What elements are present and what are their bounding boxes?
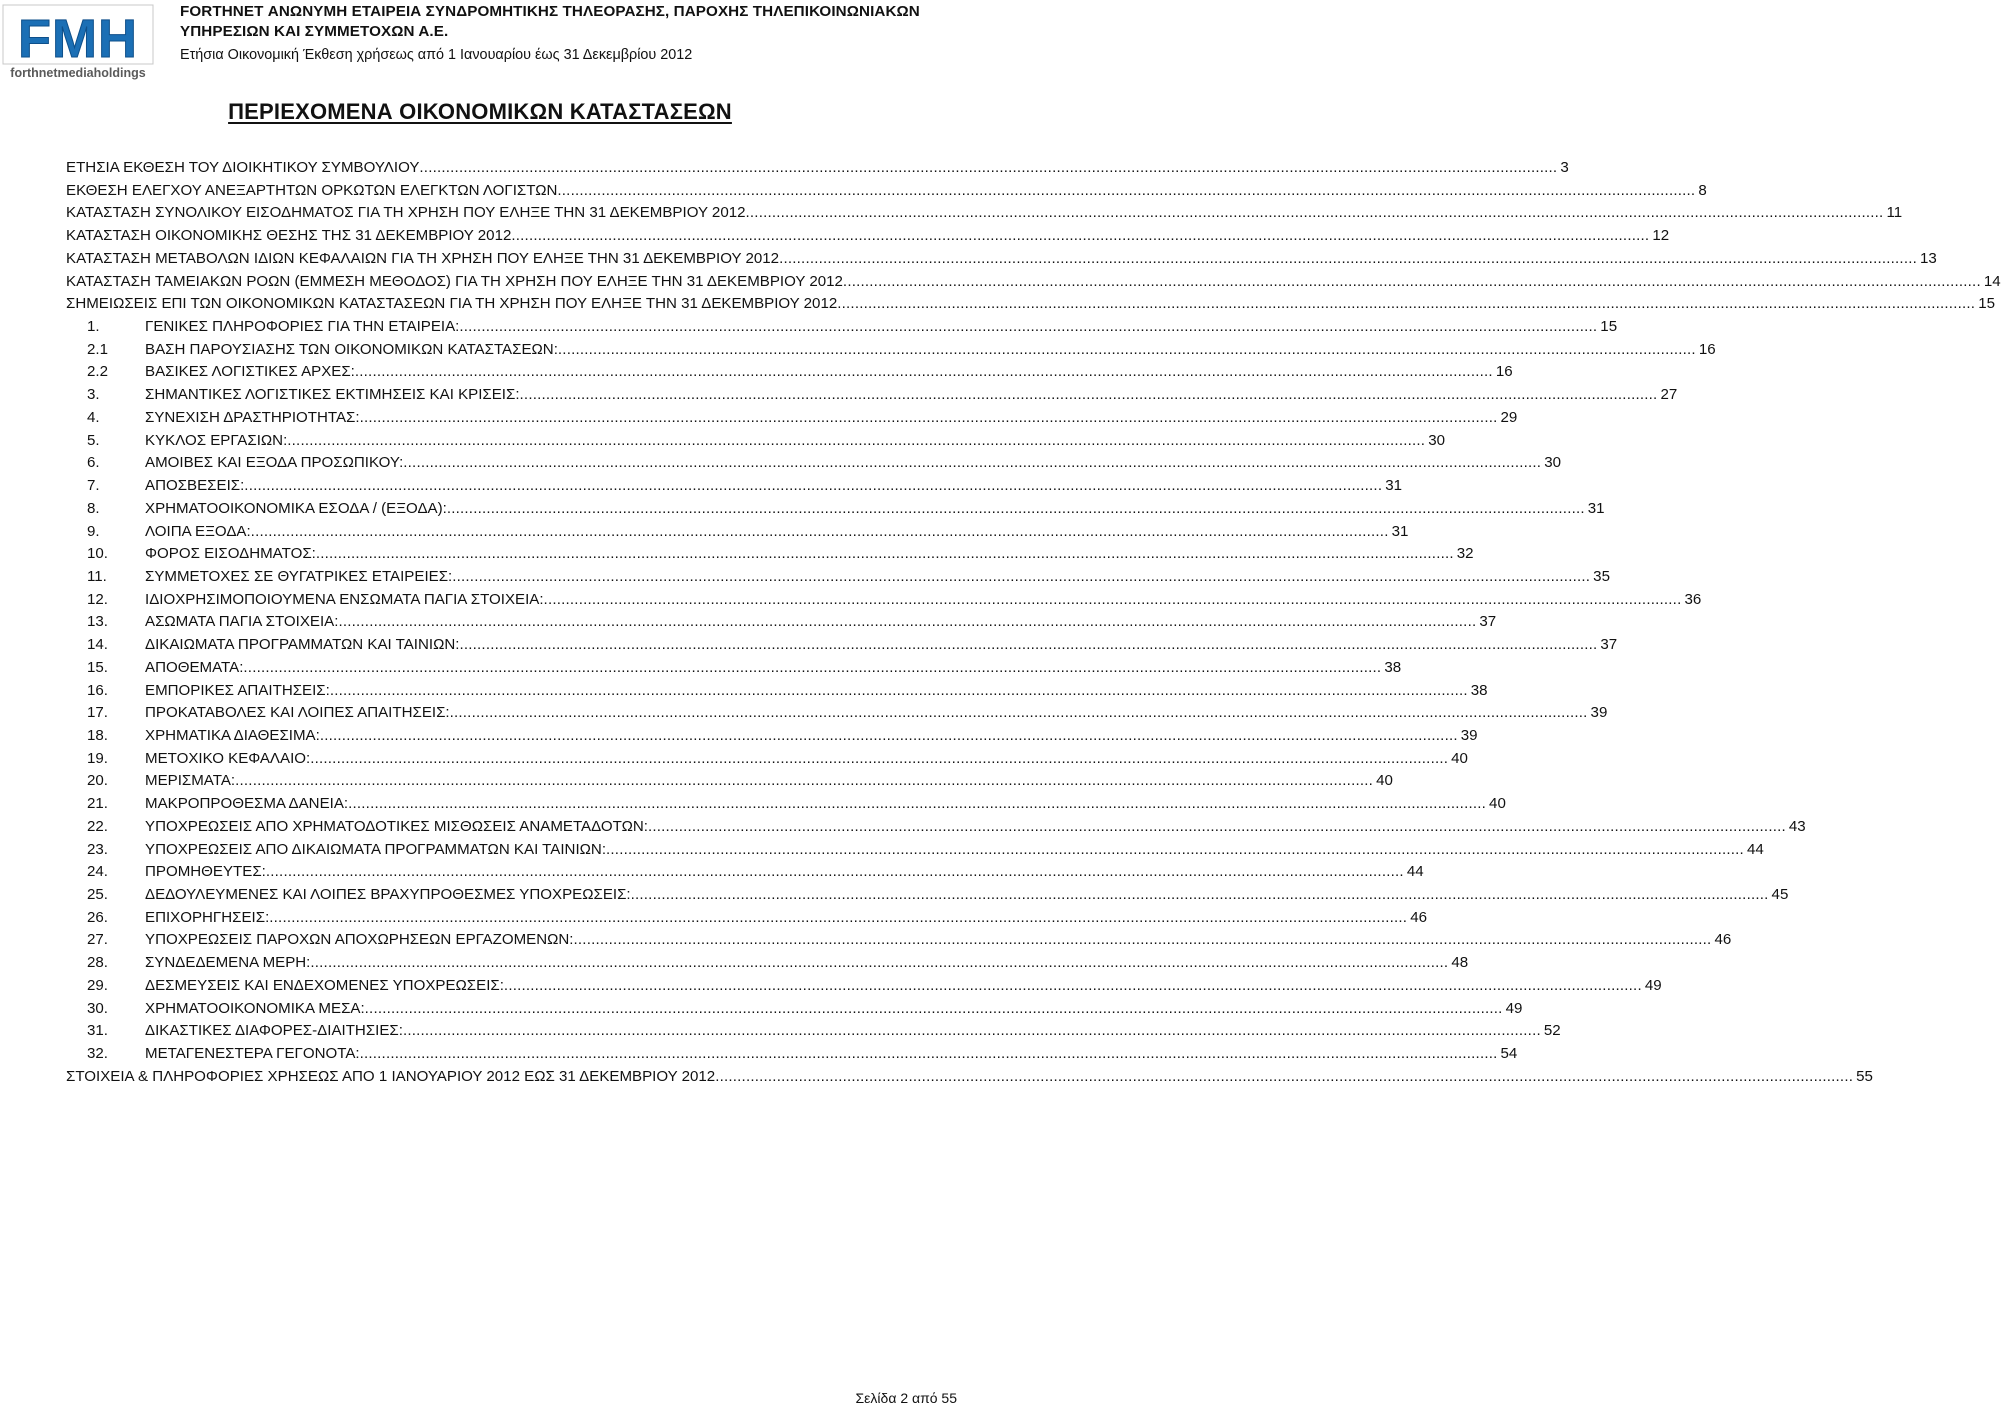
toc-dot-leader [316,543,1454,566]
toc-entry-number: 22. [87,817,108,835]
toc-entry-page: 37 [1479,613,1497,631]
toc-entry[interactable] [66,725,1478,748]
toc-entry-number: 11. [87,567,107,585]
toc-entry-number: 4. [87,408,100,426]
toc-entry-label: ΧΡΗΜΑΤΙΚΑ ΔΙΑΘΕΣΙΜΑ: [145,726,320,744]
toc-entry[interactable] [66,770,1393,793]
table-of-contents [66,157,2001,1088]
toc-dot-leader [843,271,1981,294]
toc-entry-label: ΕΚΘΕΣΗ ΕΛΕΓΧΟΥ ΑΝΕΞΑΡΤΗΤΩΝ ΟΡΚΩΤΩΝ ΕΛΕΓΚΤΩΝ ΛΟΓΙΣΤΩΝ [66,181,558,199]
toc-entry-page: 16 [1698,340,1716,358]
toc-entry-page: 37 [1600,636,1618,654]
toc-entry-page: 45 [1771,886,1789,903]
toc-entry-number: 3. [87,386,100,404]
toc-dot-leader [403,452,1541,475]
toc-dot-leader [403,1020,1541,1043]
toc-entry[interactable] [66,907,1427,930]
toc-entry-number: 15. [87,658,108,676]
toc-entry[interactable] [66,225,1670,248]
toc-entry-number: 31. [87,1022,108,1040]
toc-dot-leader [631,884,1769,907]
toc-dot-leader [419,157,1557,180]
toc-entry[interactable] [66,475,1403,498]
toc-dot-leader [355,361,1493,384]
toc-entry-number: 14. [87,636,108,654]
toc-dot-leader [447,498,1585,521]
toc-entry[interactable] [66,452,1561,475]
toc-entry-label: ΧΡΗΜΑΤΟΟΙΚΟΝΟΜΙΚΑ ΕΣΟΔΑ / (ΕΞΟΔΑ): [145,499,447,517]
toc-dot-leader [557,180,1695,203]
toc-entry-page: 11 [1886,204,1903,222]
toc-dot-leader [243,657,1381,680]
toc-dot-leader [558,339,1696,362]
toc-entry-label: ΑΣΩΜΑΤΑ ΠΑΓΙΑ ΣΤΟΙΧΕΙΑ: [145,613,339,631]
toc-entry[interactable] [66,498,1605,521]
toc-entry-label: ΚΑΤΑΣΤΑΣΗ ΜΕΤΑΒΟΛΩΝ ΙΔΙΩΝ ΚΕΦΑΛΑΙΩΝ ΓΙΑ ΤΗ ΧΡΗΣΗ ΠΟΥ ΕΛΗΞΕ ΤΗΝ 31 ΔΕΚΕΜΒΡΙΟΥ 2012 [66,249,780,267]
toc-entry-label: ΚΥΚΛΟΣ ΕΡΓΑΣΙΩΝ: [145,431,288,449]
toc-dot-leader [310,748,1448,771]
toc-entry-label: ΒΑΣΙΚΕΣ ΛΟΓΙΣΤΙΚΕΣ ΑΡΧΕΣ: [145,363,355,381]
toc-entry-label: ΜΑΚΡΟΠΡΟΘΕΣΜΑ ΔΑΝΕΙΑ: [145,795,349,813]
toc-entry-page: 39 [1590,704,1608,722]
toc-dot-leader [837,293,1975,316]
toc-dot-leader [450,702,1588,725]
toc-dot-leader [244,475,1382,498]
toc-entry-number: 2.2 [87,363,108,381]
toc-entry-page: 16 [1495,363,1513,381]
toc-dot-leader [365,998,1503,1021]
toc-entry-label: ΚΑΤΑΣΤΑΣΗ ΣΥΝΟΛΙΚΟΥ ΕΙΣΟΔΗΜΑΤΟΣ ΓΙΑ ΤΗ ΧΡΗΣΗ ΠΟΥ ΕΛΗΞΕ ΤΗΝ 31 ΔΕΚΕΜΒΡΙΟΥ 2012 [66,204,746,222]
toc-entry-number: 29. [87,976,108,994]
toc-entry-page: 13 [1920,249,1937,267]
toc-entry-label: ΓΕΝΙΚΕΣ ΠΛΗΡΟΦΟΡΙΕΣ ΓΙΑ ΤΗΝ ΕΤΑΙΡΕΙΑ: [145,318,460,336]
toc-entry-label: ΔΕΣΜΕΥΣΕΙΣ ΚΑΙ ΕΝΔΕΧΟΜΕΝΕΣ ΥΠΟΧΡΕΩΣΕΙΣ: [145,976,504,994]
toc-entry[interactable] [66,952,1469,975]
toc-dot-leader [452,566,1590,589]
toc-entry-label: ΣΤΟΙΧΕΙΑ & ΠΛΗΡΟΦΟΡΙΕΣ ΧΡΗΣΕΩΣ ΑΠΟ 1 ΙΑΝΟΥΑΡΙΟΥ 2012 ΕΩΣ 31 ΔΕΚΕΜΒΡΙΟΥ 2012 [66,1067,716,1085]
toc-entry[interactable] [66,1020,1561,1043]
toc-entry-page: 31 [1587,499,1605,517]
toc-entry-number: 32. [87,1045,108,1063]
toc-entry-number: 21. [87,795,108,813]
toc-entry-label: ΔΙΚΑΙΩΜΑΤΑ ΠΡΟΓΡΑΜΜΑΤΩΝ ΚΑΙ ΤΑΙΝΙΩΝ: [145,636,460,654]
toc-entry-label: ΑΜΟΙΒΕΣ ΚΑΙ ΕΞΟΔΑ ΠΡΟΣΩΠΙΚΟΥ: [145,454,404,472]
toc-dot-leader [648,816,1786,839]
toc-entry[interactable] [66,293,1995,316]
toc-entry-page: 36 [1684,590,1702,608]
toc-entry[interactable] [66,361,1513,384]
toc-entry[interactable] [66,884,1789,907]
toc-dot-leader [348,793,1486,816]
toc-entry[interactable] [66,180,1707,203]
toc-entry-label: ΚΑΤΑΣΤΑΣΗ ΤΑΜΕΙΑΚΩΝ ΡΟΩΝ (ΕΜΜΕΣΗ ΜΕΘΟΔΟΣ) ΓΙΑ ΤΗ ΧΡΗΣΗ ΠΟΥ ΕΛΗΞΕ ΤΗΝ 31 ΔΕΚΕΜΒΡΙΟΥ 2012 [66,272,843,290]
toc-entry[interactable] [66,702,1608,725]
toc-entry-page: 55 [1856,1067,1873,1085]
toc-entry-number: 19. [87,749,108,767]
toc-dot-leader [360,1043,1498,1066]
toc-entry-label: ΑΠΟΣΒΕΣΕΙΣ: [145,477,245,495]
toc-dot-leader [606,839,1744,862]
toc-entry[interactable] [66,975,1662,998]
toc-entry-label: ΥΠΟΧΡΕΩΣΕΙΣ ΑΠΟ ΔΙΚΑΙΩΜΑΤΑ ΠΡΟΓΡΑΜΜΑΤΩΝ ΚΑΙ ΤΑΙΝΙΩΝ: [145,840,607,858]
toc-entry-label: ΣΥΝΔΕΔΕΜΕΝΑ ΜΕΡΗ: [145,954,311,972]
toc-entry-number: 8. [87,499,100,517]
toc-dot-leader [320,725,1458,748]
toc-entry[interactable] [66,271,2001,294]
toc-entry-label: ΣΗΜΑΝΤΙΚΕΣ ΛΟΓΙΣΤΙΚΕΣ ΕΚΤΙΜΗΣΕΙΣ ΚΑΙ ΚΡΙΣΕΙΣ: [145,386,520,404]
toc-dot-leader [746,202,1884,225]
toc-entry-label: ΠΡΟΜΗΘΕΥΤΕΣ: [145,863,266,881]
toc-entry-page: 49 [1505,999,1523,1017]
toc-entry-label: ΥΠΟΧΡΕΩΣΕΙΣ ΑΠΟ ΧΡΗΜΑΤΟΔΟΤΙΚΕΣ ΜΙΣΘΩΣΕΙΣ ΑΝΑΜΕΤΑΔΟΤΩΝ: [145,817,648,835]
toc-entry-label: ΑΠΟΘΕΜΑΤΑ: [145,658,244,676]
toc-entry-number: 17. [87,704,108,722]
toc-entry-page: 46 [1714,931,1732,949]
toc-entry-number: 1. [87,318,100,336]
logo-subtext: forthnetmediaholdings [10,66,146,80]
toc-entry-number: 18. [87,726,108,744]
toc-entry[interactable] [66,929,1732,952]
toc-entry-page: 38 [1384,658,1402,676]
toc-entry-page: 54 [1500,1045,1518,1063]
toc-entry-label: ΛΟΙΠΑ ΕΞΟΔΑ: [145,522,251,540]
toc-entry-page: 3 [1560,159,1569,176]
toc-dot-leader [269,907,1407,930]
toc-title: ΠΕΡΙΕΧΟΜΕΝΑ ΟΙΚΟΝΟΜΙΚΩΝ ΚΑΤΑΣΤΑΣΕΩΝ [228,99,732,124]
toc-entry-label: ΜΕΤΟΧΙΚΟ ΚΕΦΑΛΑΙΟ: [145,749,311,767]
toc-entry[interactable] [66,202,1903,225]
toc-entry-number: 26. [87,908,108,926]
toc-entry-label: ΙΔΙΟΧΡΗΣΙΜΟΠΟΙΟΥΜΕΝΑ ΕΝΣΩΜΑΤΑ ΠΑΓΙΑ ΣΤΟΙΧΕΙΑ: [145,590,544,608]
toc-entry-number: 24. [87,863,108,881]
logo-mark: FMH [18,9,138,69]
toc-entry[interactable] [66,839,1764,862]
toc-entry-number: 13. [87,613,108,631]
company-name-line-2: ΥΠΗΡΕΣΙΩΝ ΚΑΙ ΣΥΜΜΕΤΟΧΩΝ Α.Ε. [180,23,449,40]
toc-entry-label: ΒΑΣΗ ΠΑΡΟΥΣΙΑΣΗΣ ΤΩΝ ΟΙΚΟΝΟΜΙΚΩΝ ΚΑΤΑΣΤΑΣΕΩΝ: [145,340,558,358]
toc-entry-page: 39 [1460,726,1478,744]
toc-entry[interactable] [66,634,1618,657]
toc-dot-leader [266,861,1404,884]
toc-entry-page: 32 [1456,545,1474,563]
company-logo [2,4,158,82]
toc-entry[interactable] [66,407,1518,430]
company-name [180,2,956,42]
toc-entry-number: 5. [87,431,100,449]
toc-entry-page: 31 [1385,477,1403,495]
toc-entry-number: 27. [87,931,108,949]
toc-entry[interactable] [66,566,1610,589]
toc-entry-page: 52 [1543,1022,1561,1040]
toc-entry[interactable] [66,339,1716,362]
toc-entry[interactable] [66,384,1678,407]
toc-dot-leader [544,589,1682,612]
toc-entry-number: 30. [87,999,108,1017]
toc-entry[interactable] [66,816,1806,839]
toc-entry-page: 44 [1406,863,1424,881]
toc-entry-label: ΦΟΡΟΣ ΕΙΣΟΔΗΜΑΤΟΣ: [145,545,316,563]
toc-entry[interactable] [66,157,1569,180]
toc-dot-leader [459,316,1597,339]
page-number: Σελίδα 2 από 55 [855,1390,957,1406]
toc-dot-leader [779,248,1917,271]
toc-entry[interactable] [66,680,1488,703]
toc-entry[interactable] [66,998,1523,1021]
toc-entry-page: 30 [1544,454,1561,472]
toc-dot-leader [287,430,1425,453]
toc-dot-leader [574,929,1712,952]
toc-dot-leader [459,634,1597,657]
toc-entry-label: ΜΕΡΙΣΜΑΤΑ: [145,772,236,790]
company-name-line-1: FORTHNET ΑΝΩΝΥΜΗ ΕΤΑΙΡΕΙΑ ΣΥΝΔΡΟΜΗΤΙΚΗΣ ΤΗΛΕΟΡΑΣΗΣ, ΠΑΡΟΧΗΣ ΤΗΛΕΠΙΚΟΙΝΩΝΙΑΚΩΝ [180,3,920,20]
toc-entry-number: 23. [87,840,108,858]
toc-dot-leader [511,225,1649,248]
toc-entry-page: 8 [1698,181,1707,199]
toc-entry-label: ΣΗΜΕΙΩΣΕΙΣ ΕΠΙ ΤΩΝ ΟΙΚΟΝΟΜΙΚΩΝ ΚΑΤΑΣΤΑΣΕΩΝ ΓΙΑ ΤΗ ΧΡΗΣΗ ΠΟΥ ΕΛΗΞΕ ΤΗΝ 31 ΔΕΚΕΜΒΡΙΟΥ 2012 [66,295,838,313]
toc-entry[interactable] [66,543,1474,566]
toc-entry-page: 15 [1978,295,1995,313]
toc-entry-number: 28. [87,954,108,972]
toc-dot-leader [520,384,1658,407]
toc-entry-number: 16. [87,681,108,699]
toc-dot-leader [310,952,1448,975]
toc-entry-number: 10. [87,545,108,563]
toc-entry-label: ΕΠΙΧΟΡΗΓΗΣΕΙΣ: [145,908,270,926]
toc-entry-number: 25. [87,886,108,903]
toc-entry[interactable] [66,748,1468,771]
toc-entry-number: 20. [87,772,108,790]
toc-entry[interactable] [66,1066,1873,1089]
toc-entry-label: ΣΥΝΕΧΙΣΗ ΔΡΑΣΤΗΡΙΟΤΗΤΑΣ: [145,408,360,426]
toc-entry-label: ΣΥΜΜΕΤΟΧΕΣ ΣΕ ΘΥΓΑΤΡΙΚΕΣ ΕΤΑΙΡΕΙΕΣ: [145,567,453,585]
toc-dot-leader [360,407,1498,430]
toc-entry-label: ΥΠΟΧΡΕΩΣΕΙΣ ΠΑΡΟΧΩΝ ΑΠΟΧΩΡΗΣΕΩΝ ΕΡΓΑΖΟΜΕΝΩΝ: [145,931,574,949]
toc-entry[interactable] [66,430,1445,453]
toc-entry-label: ΕΜΠΟΡΙΚΕΣ ΑΠΑΙΤΗΣΕΙΣ: [145,681,330,699]
toc-entry[interactable] [66,657,1402,680]
toc-entry[interactable] [66,1043,1518,1066]
toc-dot-leader [235,770,1373,793]
toc-entry[interactable] [66,521,1409,544]
toc-entry[interactable] [66,316,1618,339]
toc-entry-label: ΧΡΗΜΑΤΟΟΙΚΟΝΟΜΙΚΑ ΜΕΣΑ: [145,999,365,1017]
toc-entry-page: 40 [1376,772,1393,790]
toc-dot-leader [251,521,1389,544]
toc-entry-page: 48 [1451,954,1469,972]
report-subtitle: Ετήσια Οικονομική Έκθεση χρήσεως από 1 Ιανουαρίου έως 31 Δεκεμβρίου 2012 [180,47,693,63]
toc-entry-page: 31 [1391,522,1409,540]
toc-entry-label: ΕΤΗΣΙΑ ΕΚΘΕΣΗ ΤΟΥ ΔΙΟΙΚΗΤΙΚΟΥ ΣΥΜΒΟΥΛΙΟΥ [66,159,420,176]
toc-entry-page: 30 [1428,431,1445,449]
toc-entry-page: 12 [1652,227,1670,245]
toc-entry-label: ΔΕΔΟΥΛΕΥΜΕΝΕΣ ΚΑΙ ΛΟΙΠΕΣ ΒΡΑΧΥΠΡΟΘΕΣΜΕΣ ΥΠΟΧΡΕΩΣΕΙΣ: [145,886,631,903]
toc-entry-page: 38 [1470,681,1488,699]
toc-entry-number: 7. [87,477,100,495]
toc-entry-page: 46 [1410,908,1427,926]
toc-entry-page: 15 [1600,318,1618,336]
toc-entry[interactable] [66,589,1702,612]
toc-entry-label: ΜΕΤΑΓΕΝΕΣΤΕΡΑ ΓΕΓΟΝΟΤΑ: [145,1045,360,1063]
toc-entry-page: 40 [1489,795,1506,813]
toc-entry-page: 44 [1746,840,1764,858]
toc-dot-leader [338,611,1476,634]
toc-dot-leader [715,1066,1853,1089]
toc-dot-leader [330,680,1468,703]
toc-entry-page: 35 [1593,567,1610,585]
toc-entry-label: ΚΑΤΑΣΤΑΣΗ ΟΙΚΟΝΟΜΙΚΗΣ ΘΕΣΗΣ ΤΗΣ 31 ΔΕΚΕΜΒΡΙΟΥ 2012 [66,227,512,245]
toc-entry-number: 9. [87,522,100,540]
toc-entry[interactable] [66,248,1937,271]
toc-dot-leader [504,975,1642,998]
toc-entry-page: 14 [1983,272,2001,290]
toc-entry-label: ΠΡΟΚΑΤΑΒΟΛΕΣ ΚΑΙ ΛΟΙΠΕΣ ΑΠΑΙΤΗΣΕΙΣ: [145,704,450,722]
toc-entry-page: 40 [1451,749,1468,767]
toc-entry[interactable] [66,611,1497,634]
toc-entry-page: 49 [1644,976,1662,994]
toc-entry-page: 27 [1660,386,1678,404]
toc-entry-label: ΔΙΚΑΣΤΙΚΕΣ ΔΙΑΦΟΡΕΣ-ΔΙΑΙΤΗΣΙΕΣ: [145,1022,403,1040]
toc-entry[interactable] [66,793,1506,816]
toc-entry-number: 12. [87,590,108,608]
toc-entry[interactable] [66,861,1424,884]
toc-entry-number: 6. [87,454,100,472]
toc-entry-page: 43 [1788,817,1806,835]
toc-entry-number: 2.1 [87,340,108,358]
toc-entry-page: 29 [1500,408,1518,426]
